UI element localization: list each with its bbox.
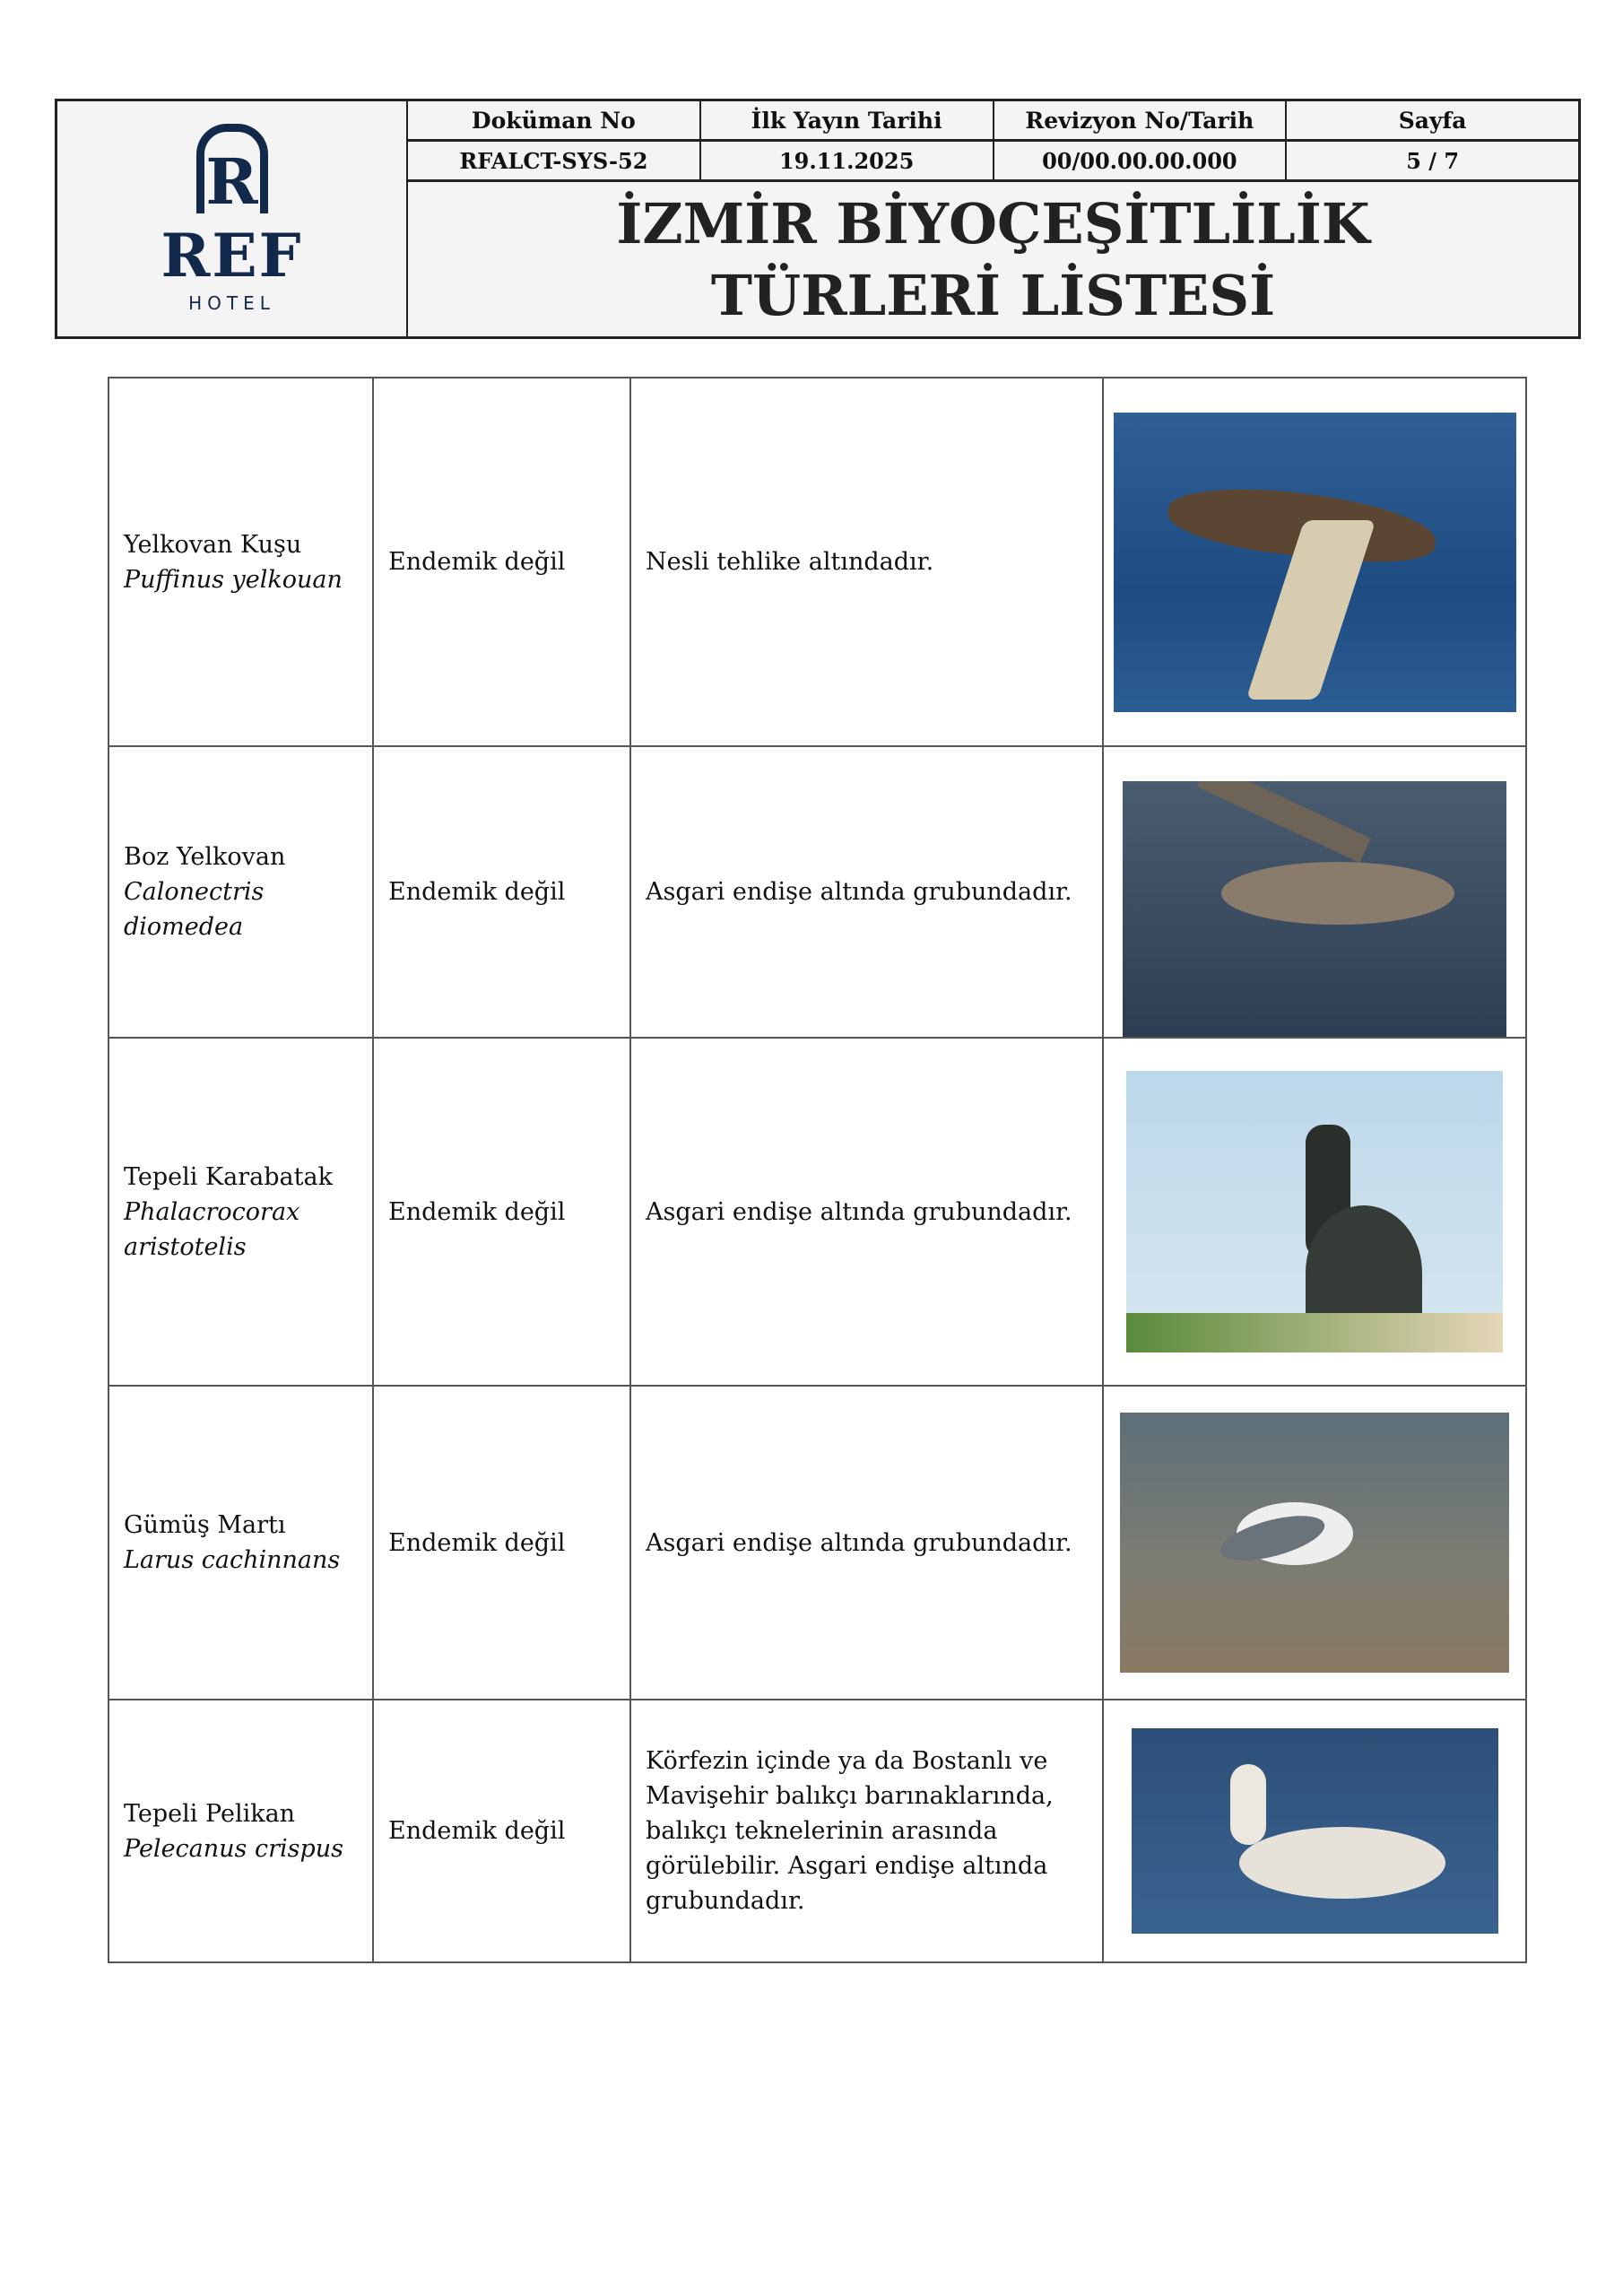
- table-row: [108, 1386, 1526, 1700]
- label-revision: Revizyon No/Tarih: [994, 101, 1288, 139]
- value-revision: 00/00.00.00.000: [994, 142, 1288, 179]
- endemic-status: Endemik değil: [373, 746, 630, 1038]
- bird-photo: [1114, 413, 1516, 712]
- value-document-no: RFALCT-SYS-52: [408, 142, 701, 179]
- common-name: Tepeli Karabatak: [124, 1162, 333, 1191]
- endemic-status: Endemik değil: [373, 1038, 630, 1386]
- table-row: [108, 1038, 1526, 1386]
- conservation-status: Asgari endişe altında grubundadır.: [630, 746, 1103, 1038]
- endemic-status: Endemik değil: [373, 378, 630, 746]
- document-header: [55, 99, 1581, 339]
- species-table: [108, 377, 1527, 1963]
- conservation-status: Körfezin içinde ya da Bostanlı ve Mavişehir balıkçı barınaklarında, balıkçı teknelerinin arasında görülebilir. Asgari endişe altında grubundadır.: [630, 1700, 1103, 1962]
- bird-photo: [1123, 781, 1506, 1037]
- common-name: Tepeli Pelikan: [124, 1799, 296, 1828]
- scientific-name: Calonectris diomedea: [124, 878, 265, 941]
- label-page: Sayfa: [1398, 107, 1467, 134]
- logo-text: REF: [161, 221, 303, 291]
- scientific-name: Larus cachinnans: [124, 1546, 341, 1574]
- conservation-status: Asgari endişe altında grubundadır.: [630, 1386, 1103, 1700]
- bird-photo: [1126, 1071, 1503, 1352]
- label-publish-date: İlk Yayın Tarihi: [701, 101, 994, 139]
- title-line-2: TÜRLERİ LİSTESİ: [710, 262, 1276, 328]
- table-row: [108, 746, 1526, 1038]
- conservation-status: Asgari endişe altında grubundadır.: [630, 1038, 1103, 1386]
- document-title: [408, 183, 1578, 336]
- endemic-status: Endemik değil: [373, 1386, 630, 1700]
- table-row: [108, 1700, 1526, 1962]
- bird-photo: [1132, 1728, 1498, 1934]
- document-meta: [408, 101, 1578, 183]
- table-row: [108, 378, 1526, 746]
- ref-hotel-logo: [57, 101, 408, 336]
- scientific-name: Pelecanus crispus: [124, 1834, 344, 1863]
- value-page: 5 / 7: [1406, 147, 1460, 174]
- conservation-status: Nesli tehlike altındadır.: [630, 378, 1103, 746]
- endemic-status: Endemik değil: [373, 1700, 630, 1962]
- scientific-name: Phalacrocorax aristotelis: [124, 1197, 300, 1261]
- logo-r-mark-icon: R: [196, 124, 268, 213]
- bird-photo: [1120, 1413, 1509, 1673]
- common-name: Boz Yelkovan: [124, 843, 286, 871]
- scientific-name: Puffinus yelkouan: [124, 565, 343, 594]
- label-document-no: Doküman No: [408, 101, 701, 139]
- common-name: Yelkovan Kuşu: [124, 530, 302, 559]
- logo-subtext: HOTEL: [188, 292, 275, 314]
- value-publish-date: 19.11.2025: [701, 142, 994, 179]
- common-name: Gümüş Martı: [124, 1511, 286, 1539]
- title-line-1: İZMİR BİYOÇEŞİTLİLİK: [616, 190, 1370, 257]
